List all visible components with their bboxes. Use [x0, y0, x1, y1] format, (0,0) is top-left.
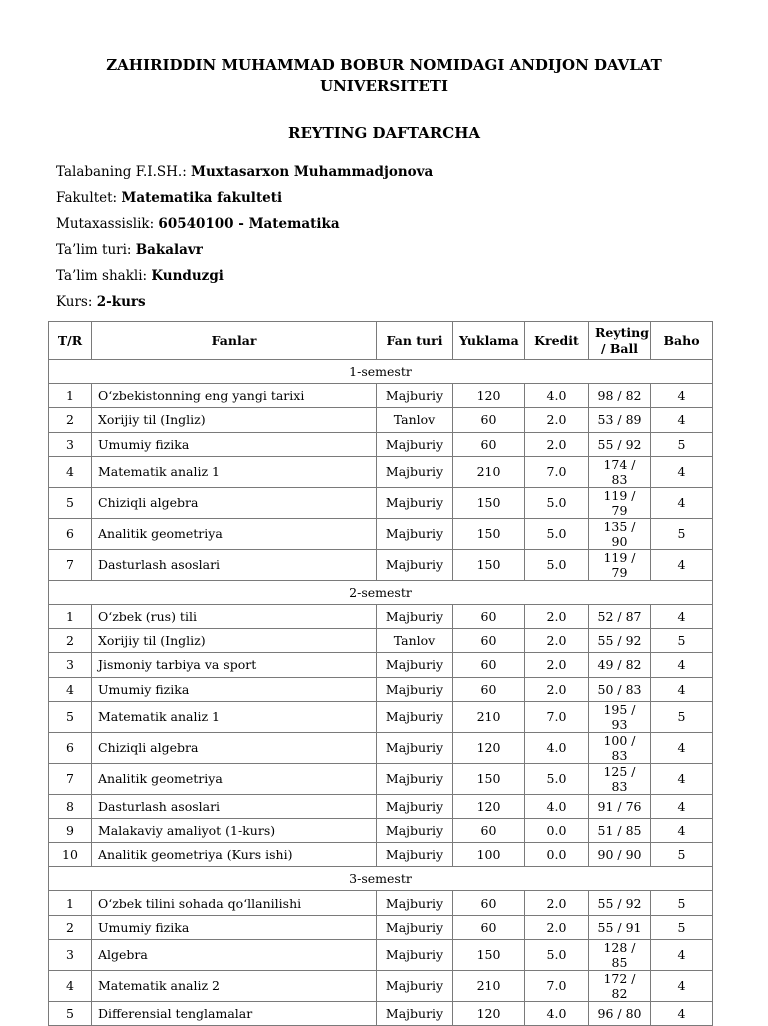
grade: 4: [651, 763, 713, 794]
rating-score: 55 / 92: [589, 432, 651, 456]
grades-table: [48, 321, 713, 1026]
table-row: [49, 384, 713, 408]
subject-type: Majburiy: [377, 915, 453, 939]
row-number: 7: [49, 763, 92, 794]
subject-type: Majburiy: [377, 843, 453, 867]
load-hours: 150: [453, 487, 525, 518]
row-number: 9: [49, 818, 92, 842]
table-row: [49, 487, 713, 518]
row-number: 4: [49, 456, 92, 487]
subject-name: Dasturlash asoslari: [92, 549, 377, 580]
credit: 2.0: [525, 677, 589, 701]
credit: 7.0: [525, 701, 589, 732]
course-line: [56, 294, 146, 310]
row-number: 4: [49, 970, 92, 1001]
rating-score: 55 / 92: [589, 629, 651, 653]
subject-name: O‘zbek (rus) tili: [92, 604, 377, 628]
load-hours: 60: [453, 818, 525, 842]
header-grade: Baho: [651, 322, 713, 360]
load-hours: 60: [453, 629, 525, 653]
education-form-line: [56, 268, 224, 284]
table-row: [49, 818, 713, 842]
subject-type: Majburiy: [377, 432, 453, 456]
rating-score: 174 / 83: [589, 456, 651, 487]
table-row: [49, 1001, 713, 1025]
subject-type: Majburiy: [377, 653, 453, 677]
rating-score: 128 / 85: [589, 939, 651, 970]
grade: 4: [651, 818, 713, 842]
faculty-label: Fakultet:: [56, 190, 122, 206]
subject-name: Malakaviy amaliyot (1-kurs): [92, 818, 377, 842]
course-label: Kurs:: [56, 294, 97, 310]
load-hours: 150: [453, 549, 525, 580]
table-body: [49, 360, 713, 1026]
rating-score: 172 / 82: [589, 970, 651, 1001]
load-hours: 150: [453, 518, 525, 549]
rating-score: 55 / 92: [589, 891, 651, 915]
subject-name: Chiziqli algebra: [92, 487, 377, 518]
grade: 4: [651, 549, 713, 580]
subject-type: Majburiy: [377, 939, 453, 970]
grade: 4: [651, 970, 713, 1001]
subject-name: Dasturlash asoslari: [92, 794, 377, 818]
subject-type: Majburiy: [377, 818, 453, 842]
credit: 4.0: [525, 1001, 589, 1025]
row-number: 3: [49, 653, 92, 677]
subject-type: Majburiy: [377, 732, 453, 763]
row-number: 8: [49, 794, 92, 818]
load-hours: 150: [453, 763, 525, 794]
rating-score: 125 / 83: [589, 763, 651, 794]
credit: 7.0: [525, 456, 589, 487]
student-name-value: Muxtasarxon Muhammadjonova: [191, 164, 434, 180]
semester-label: 3-semestr: [49, 867, 713, 891]
rating-score: 90 / 90: [589, 843, 651, 867]
subject-name: O‘zbek tilini sohada qo‘llanilishi: [92, 891, 377, 915]
table-row: [49, 518, 713, 549]
table-row: [49, 891, 713, 915]
subject-name: Xorijiy til (Ingliz): [92, 629, 377, 653]
subject-name: Matematik analiz 1: [92, 701, 377, 732]
grade: 5: [651, 432, 713, 456]
semester-label: 1-semestr: [49, 360, 713, 384]
subject-name: Xorijiy til (Ingliz): [92, 408, 377, 432]
subject-name: Umumiy fizika: [92, 915, 377, 939]
row-number: 2: [49, 629, 92, 653]
credit: 4.0: [525, 384, 589, 408]
grade: 4: [651, 794, 713, 818]
row-number: 6: [49, 732, 92, 763]
row-number: 3: [49, 939, 92, 970]
credit: 5.0: [525, 518, 589, 549]
header-subjects: Fanlar: [92, 322, 377, 360]
row-number: 6: [49, 518, 92, 549]
rating-score: 52 / 87: [589, 604, 651, 628]
row-number: 5: [49, 1001, 92, 1025]
subject-name: Analitik geometriya: [92, 763, 377, 794]
subject-type: Majburiy: [377, 549, 453, 580]
subject-type: Majburiy: [377, 677, 453, 701]
table-row: [49, 456, 713, 487]
row-number: 1: [49, 384, 92, 408]
subject-type: Majburiy: [377, 794, 453, 818]
table-row: [49, 794, 713, 818]
credit: 5.0: [525, 763, 589, 794]
load-hours: 120: [453, 384, 525, 408]
credit: 5.0: [525, 487, 589, 518]
row-number: 1: [49, 604, 92, 628]
rating-score: 55 / 91: [589, 915, 651, 939]
university-title: ZAHIRIDDIN MUHAMMAD BOBUR NOMIDAGI ANDIJON DAVLAT UNIVERSITETI: [106, 56, 662, 95]
subject-name: Analitik geometriya: [92, 518, 377, 549]
education-type-value: Bakalavr: [135, 242, 203, 258]
grade: 5: [651, 915, 713, 939]
table-row: [49, 701, 713, 732]
credit: 2.0: [525, 604, 589, 628]
subject-name: O‘zbekistonning eng yangi tarixi: [92, 384, 377, 408]
table-row: [49, 677, 713, 701]
load-hours: 150: [453, 939, 525, 970]
load-hours: 60: [453, 408, 525, 432]
credit: 7.0: [525, 970, 589, 1001]
rating-score: 98 / 82: [589, 384, 651, 408]
semester-row: [49, 867, 713, 891]
table-row: [49, 653, 713, 677]
grade: 4: [651, 384, 713, 408]
header-credit: Kredit: [525, 322, 589, 360]
load-hours: 210: [453, 701, 525, 732]
grade: 5: [651, 518, 713, 549]
rating-score: 96 / 80: [589, 1001, 651, 1025]
header-subject-type: Fan turi: [377, 322, 453, 360]
semester-label: 2-semestr: [49, 580, 713, 604]
grade: 5: [651, 891, 713, 915]
grade: 4: [651, 456, 713, 487]
semester-row: [49, 580, 713, 604]
grade: 4: [651, 604, 713, 628]
subject-type: Tanlov: [377, 629, 453, 653]
subject-name: Matematik analiz 2: [92, 970, 377, 1001]
header-load: Yuklama: [453, 322, 525, 360]
row-number: 5: [49, 487, 92, 518]
subject-name: Umumiy fizika: [92, 432, 377, 456]
faculty-value: Matematika fakulteti: [121, 190, 283, 206]
rating-score: 50 / 83: [589, 677, 651, 701]
table-row: [49, 604, 713, 628]
rating-score: 51 / 85: [589, 818, 651, 842]
table-row: [49, 732, 713, 763]
table-row: [49, 549, 713, 580]
table-row: [49, 939, 713, 970]
rating-score: 195 / 93: [589, 701, 651, 732]
grade: 4: [651, 408, 713, 432]
subject-name: Jismoniy tarbiya va sport: [92, 653, 377, 677]
education-type-label: Ta’lim turi:: [56, 242, 136, 258]
document-title: REYTING DAFTARCHA: [287, 124, 481, 142]
load-hours: 60: [453, 891, 525, 915]
load-hours: 120: [453, 794, 525, 818]
row-number: 1: [49, 891, 92, 915]
grade: 4: [651, 732, 713, 763]
load-hours: 120: [453, 732, 525, 763]
specialty-label: Mutaxassislik:: [56, 216, 159, 232]
header-rating: Reyting / Ball: [589, 322, 651, 360]
rating-score: 49 / 82: [589, 653, 651, 677]
subject-type: Majburiy: [377, 970, 453, 1001]
course-value: 2-kurs: [96, 294, 146, 310]
load-hours: 60: [453, 432, 525, 456]
grade: 4: [651, 487, 713, 518]
table-row: [49, 432, 713, 456]
subject-type: Majburiy: [377, 518, 453, 549]
grade: 4: [651, 1001, 713, 1025]
credit: 2.0: [525, 891, 589, 915]
specialty-line: [56, 216, 340, 232]
education-form-label: Ta’lim shakli:: [56, 268, 152, 284]
rating-score: 53 / 89: [589, 408, 651, 432]
credit: 2.0: [525, 408, 589, 432]
row-number: 10: [49, 843, 92, 867]
credit: 4.0: [525, 732, 589, 763]
table-row: [49, 629, 713, 653]
grade: 4: [651, 677, 713, 701]
load-hours: 100: [453, 843, 525, 867]
grade: 5: [651, 843, 713, 867]
table-row: [49, 970, 713, 1001]
table-row: [49, 843, 713, 867]
grade: 4: [651, 653, 713, 677]
subject-name: Matematik analiz 1: [92, 456, 377, 487]
header-tr: T/R: [49, 322, 92, 360]
credit: 2.0: [525, 915, 589, 939]
load-hours: 210: [453, 970, 525, 1001]
student-name-line: [56, 164, 433, 180]
education-form-value: Kunduzgi: [151, 268, 224, 284]
table-header-row: [49, 322, 713, 360]
faculty-line: [56, 190, 282, 206]
subject-name: Algebra: [92, 939, 377, 970]
load-hours: 60: [453, 653, 525, 677]
subject-name: Differensial tenglamalar: [92, 1001, 377, 1025]
load-hours: 210: [453, 456, 525, 487]
education-type-line: [56, 242, 203, 258]
load-hours: 60: [453, 604, 525, 628]
rating-score: 119 / 79: [589, 549, 651, 580]
credit: 0.0: [525, 818, 589, 842]
rating-score: 119 / 79: [589, 487, 651, 518]
rating-score: 100 / 83: [589, 732, 651, 763]
specialty-value: 60540100 - Matematika: [158, 216, 340, 232]
subject-type: Majburiy: [377, 456, 453, 487]
subject-type: Majburiy: [377, 763, 453, 794]
subject-type: Majburiy: [377, 384, 453, 408]
subject-type: Majburiy: [377, 891, 453, 915]
credit: 0.0: [525, 843, 589, 867]
grade: 4: [651, 939, 713, 970]
grade: 5: [651, 629, 713, 653]
row-number: 4: [49, 677, 92, 701]
load-hours: 60: [453, 677, 525, 701]
credit: 2.0: [525, 653, 589, 677]
load-hours: 120: [453, 1001, 525, 1025]
subject-name: Chiziqli algebra: [92, 732, 377, 763]
table-row: [49, 408, 713, 432]
student-name-label: Talabaning F.I.SH.:: [56, 164, 192, 180]
load-hours: 60: [453, 915, 525, 939]
credit: 5.0: [525, 939, 589, 970]
subject-type: Majburiy: [377, 701, 453, 732]
grade: 5: [651, 701, 713, 732]
row-number: 5: [49, 701, 92, 732]
row-number: 3: [49, 432, 92, 456]
subject-type: Majburiy: [377, 1001, 453, 1025]
table-row: [49, 915, 713, 939]
subject-type: Majburiy: [377, 487, 453, 518]
credit: 2.0: [525, 629, 589, 653]
rating-score: 91 / 76: [589, 794, 651, 818]
credit: 5.0: [525, 549, 589, 580]
subject-type: Tanlov: [377, 408, 453, 432]
table-row: [49, 763, 713, 794]
row-number: 7: [49, 549, 92, 580]
row-number: 2: [49, 408, 92, 432]
credit: 2.0: [525, 432, 589, 456]
credit: 4.0: [525, 794, 589, 818]
subject-type: Majburiy: [377, 604, 453, 628]
subject-name: Umumiy fizika: [92, 677, 377, 701]
rating-score: 135 / 90: [589, 518, 651, 549]
row-number: 2: [49, 915, 92, 939]
semester-row: [49, 360, 713, 384]
subject-name: Analitik geometriya (Kurs ishi): [92, 843, 377, 867]
